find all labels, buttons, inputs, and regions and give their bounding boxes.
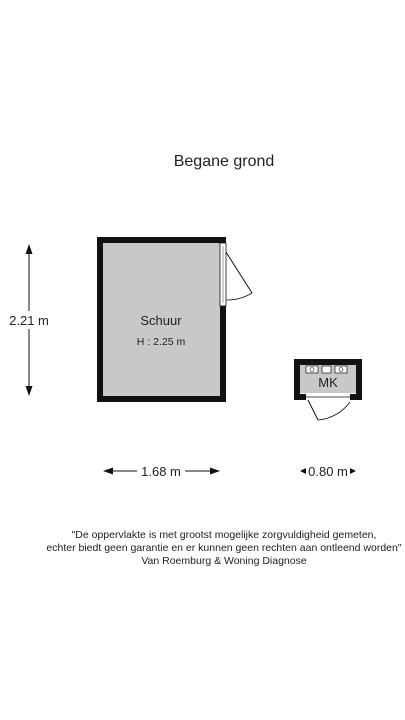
mk-wall-bottom-left xyxy=(294,394,306,400)
disclaimer xyxy=(46,529,401,567)
schuur-wall-right-lower xyxy=(220,306,226,402)
mk-wall-bottom-right xyxy=(350,394,362,400)
mk-wall-top xyxy=(294,359,362,365)
mk-wall-right xyxy=(356,359,362,400)
room-name-schuur: Schuur xyxy=(140,313,182,328)
dimension-label-height: 2.21 m xyxy=(9,313,49,328)
schuur-wall-bottom xyxy=(97,396,226,402)
schuur-wall-left xyxy=(97,237,103,402)
mk-wall-left xyxy=(294,359,300,400)
room-mk xyxy=(294,359,362,420)
disclaimer-line-1: "De oppervlakte is met grootst mogelijke zorgvuldigheid gemeten, xyxy=(71,529,377,541)
dimension-schuur-height xyxy=(6,244,52,396)
room-height-schuur: H : 2.25 m xyxy=(136,336,186,348)
dimension-schuur-width xyxy=(103,462,220,480)
meter-icon xyxy=(306,366,347,373)
disclaimer-line-3: Van Roemburg & Woning Diagnose xyxy=(141,555,307,567)
room-schuur xyxy=(97,237,252,402)
mk-door xyxy=(308,400,350,420)
floor-title: Begane grond xyxy=(173,153,275,170)
room-name-mk: MK xyxy=(318,375,338,390)
schuur-wall-top xyxy=(97,237,226,243)
dimension-label-width: 1.68 m xyxy=(141,464,181,479)
dimension-label-mk-width: 0.80 m xyxy=(308,464,348,479)
disclaimer-line-2: echter biedt geen garantie en er kunnen geen rechten aan ontleend worden" xyxy=(46,542,402,554)
dimension-mk-width xyxy=(300,464,356,479)
schuur-door xyxy=(220,243,252,306)
